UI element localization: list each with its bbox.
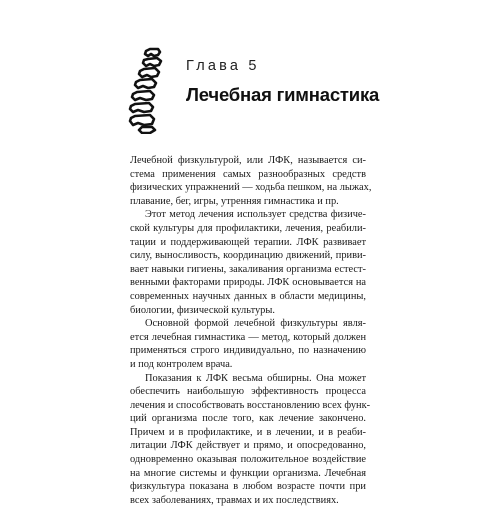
text-line: ций организма после того, как лечение закончено.	[130, 412, 366, 426]
text-line: Показания к ЛФК весьма обширны. Она может	[130, 372, 366, 386]
text-line: и под контролем врача.	[130, 358, 366, 372]
chapter-number: Глава 5	[186, 58, 260, 74]
paragraph	[130, 317, 366, 371]
text-line: биологии, физической культуры.	[130, 304, 366, 318]
text-line: лечения и способствовать восстановлению всех функ-	[130, 399, 366, 413]
text-line: физкультура показана в любом возрасте почти при	[130, 480, 366, 494]
paragraph	[130, 208, 366, 317]
text-line: современных научных данных в области медицины,	[130, 290, 366, 304]
text-line: литации ЛФК действует и прямо, и опосредованно,	[130, 439, 366, 453]
text-line: плавание, бег, игры, утренняя гимнастика и пр.	[130, 195, 366, 209]
text-line: одновременно оказывая положительное воздействие	[130, 453, 366, 467]
body-text	[130, 154, 366, 507]
paragraph	[130, 372, 366, 507]
text-line: физических упражнений — ходьба пешком, на лыжах,	[130, 181, 366, 195]
text-line: вает навыки гигиены, закаливания организма естест-	[130, 263, 366, 277]
text-line: Этот метод лечения использует средства физиче-	[130, 208, 366, 222]
text-line: обеспечить наибольшую эффективность процесса	[130, 385, 366, 399]
text-line: всех заболеваниях, травмах и их последствиях.	[130, 494, 366, 507]
chapter-title: Лечебная гимнастика	[186, 84, 379, 106]
text-line: стема применения самых разнообразных средств	[130, 168, 366, 182]
text-line: применяться строго индивидуально, по назначению	[130, 344, 366, 358]
text-line: силу, выносливость, координацию движений, приви-	[130, 249, 366, 263]
text-line: ской культуры для профилактики, лечения, реабили-	[130, 222, 366, 236]
text-line: тации и поддерживающей терапии. ЛФК развивает	[130, 236, 366, 250]
text-line: на многие системы и функции организма. Лечебная	[130, 467, 366, 481]
text-line: ется лечебная гимнастика — метод, который должен	[130, 331, 366, 345]
spine-vertebrae-icon	[124, 46, 174, 134]
text-line: Лечебной физкультурой, или ЛФК, называется си-	[130, 154, 366, 168]
text-line: Причем и в профилактике, и в лечении, и в реаби-	[130, 426, 366, 440]
paragraph	[130, 154, 366, 208]
text-line: венными факторами природы. ЛФК основывается на	[130, 276, 366, 290]
text-line: Основной формой лечебной физкультуры явля-	[130, 317, 366, 331]
